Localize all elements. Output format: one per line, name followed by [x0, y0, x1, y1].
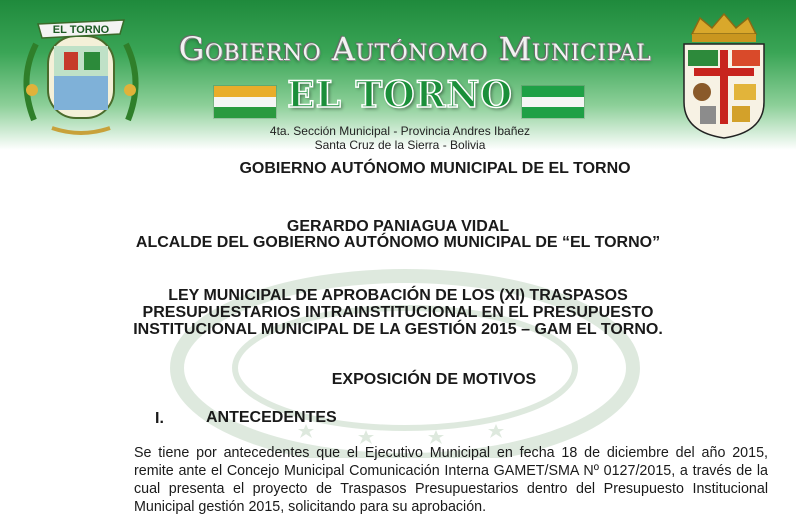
green-white-flag-right [522, 86, 584, 118]
law-title-line-3: INSTITUCIONAL MUNICIPAL DE LA GESTIÓN 2015 – GAM EL TORNO. [133, 321, 663, 338]
coat-of-arms-icon [676, 8, 772, 140]
mayor-role: ALCALDE DEL GOBIERNO AUTÓNOMO MUNICIPAL DE “EL TORNO” [135, 234, 661, 251]
antecedentes-paragraph: Se tiene por antecedentes que el Ejecutivo Municipal en fecha 18 de diciembre del año 2015, remite ante el Concejo Municipal Comunicación Interna GAMET/SMA Nº 0127/2015, a través de la cual presenta el proyecto de Traspasos Presupuestarios dentro del Presupuesto Institucional Municipal gestión 2015, solicitando para su aprobación. [134, 445, 768, 515]
section-title: ANTECEDENTES [206, 409, 337, 426]
exposicion-heading: EXPOSICIÓN DE MOTIVOS [331, 371, 537, 388]
letterhead-title: Gobierno Autónomo Municipal [178, 30, 652, 68]
municipal-emblem-icon [12, 10, 150, 140]
letterhead-municipality: EL TORNO [287, 74, 513, 116]
law-title-line-1: LEY MUNICIPAL DE APROBACIÓN DE LOS (XI) TRASPASOS [168, 287, 628, 304]
letterhead-address-line-2: Santa Cruz de la Sierra - Bolivia [314, 138, 486, 152]
section-number: I. [155, 410, 164, 427]
institution-heading: GOBIERNO AUTÓNOMO MUNICIPAL DE EL TORNO [239, 160, 631, 177]
letterhead-address-line-1: 4ta. Sección Municipal - Provincia Andres Ibañez [269, 124, 531, 138]
tricolor-flag-left [214, 86, 276, 118]
emblem-banner-text: EL TORNO [52, 24, 110, 36]
law-title-line-2: PRESUPUESTARIOS INTRAINSTITUCIONAL EN EL PRESUPUESTO [142, 304, 654, 321]
mayor-name: GERARDO PANIAGUA VIDAL [286, 218, 510, 235]
